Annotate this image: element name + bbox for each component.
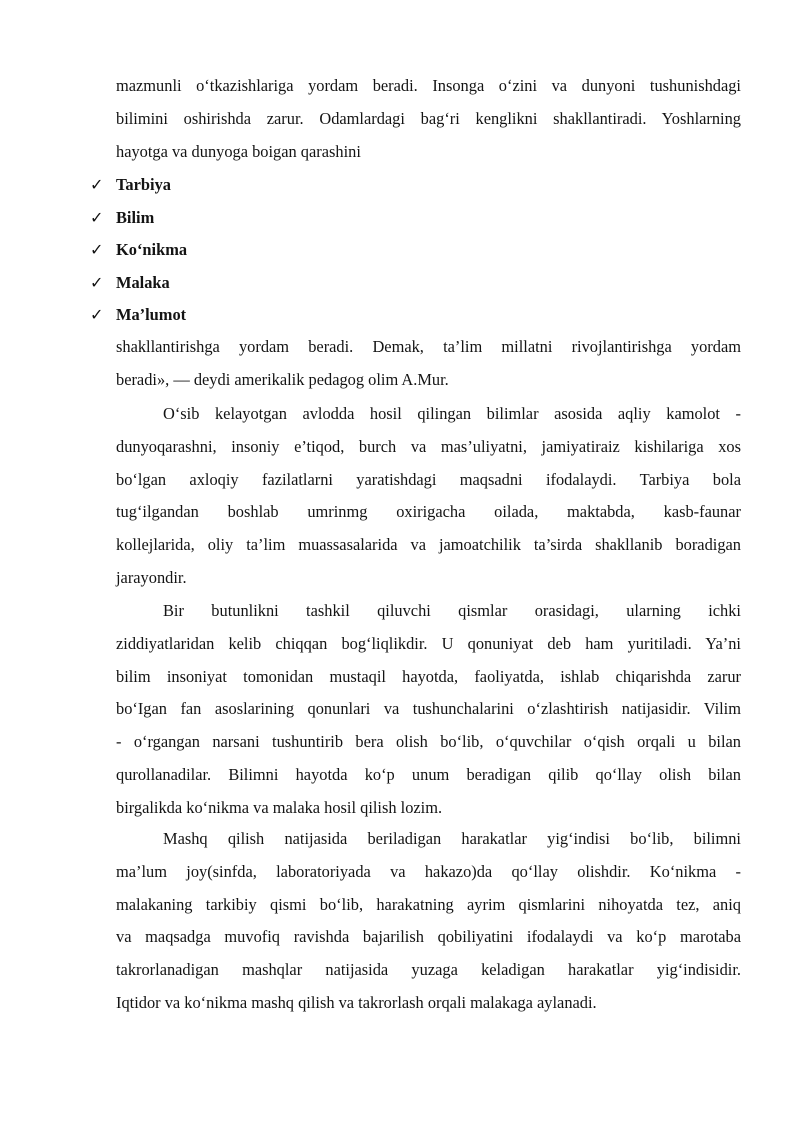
text-line: bilimini oshirishda zarur. Odamlardagi bag‘ri kenglikni shakllantiradi. Yoshlarning	[116, 108, 741, 128]
text-line: - o‘rgangan narsani tushuntirib bera olish bo‘lib, o‘quvchilar o‘qish orqali u bilan	[116, 732, 741, 752]
text-line: O‘sib kelayotgan avlodda hosil qilingan bilimlar asosida aqliy kamolot -	[163, 404, 741, 423]
checklist-item	[90, 169, 490, 202]
checkmark-icon: ✓	[90, 240, 104, 260]
text-line: kollejlarida, oliy ta’lim muassasalarida va jamoatchilik ta’sirda shakllanib boradigan	[116, 535, 741, 555]
checkmark-icon: ✓	[90, 174, 104, 194]
text-line: jarayondir.	[116, 567, 187, 587]
text-line: tug‘ilgandan boshlab umrinmg oxirigacha oilada, maktabda, kasb-faunar	[116, 502, 741, 522]
checklist-item	[90, 267, 490, 300]
text-line: malakaning tarkibiy qismi bo‘lib, harakatning ayrim qismlarini nihoyatda tez, aniq	[116, 894, 741, 914]
checkmark-icon: ✓	[90, 272, 104, 292]
text-line: va maqsadga muvofiq ravishda bajarilish qobiliyatini ifodalaydi va ko‘p marotaba	[116, 927, 741, 947]
checkmark-icon: ✓	[90, 207, 104, 227]
checklist-label: Ko‘nikma	[116, 240, 188, 260]
paragraph-1	[116, 398, 741, 595]
paragraph-after-list	[116, 331, 741, 397]
text-line: shakllantirishga yordam beradi. Demak, ta’lim millatni rivojlantirishga yordam	[116, 337, 741, 356]
text-line: Mashq qilish natijasida beriladigan harakatlar yig‘indisi bo‘lib, bilimni	[163, 829, 741, 848]
paragraph-top	[116, 70, 741, 168]
text-line: mazmunli o‘tkazishlariga yordam beradi. Insonga o‘zini va dunyoni tushunishdagi	[116, 76, 741, 95]
text-line: dunyoqarashni, insoniy e’tiqod, burch va mas’uliyatni, jamiyatiraiz kishilariga xos	[116, 436, 741, 456]
checklist-label: Bilim	[116, 207, 155, 227]
checklist-label: Ma’lumot	[116, 305, 187, 325]
text-line: birgalikda ko‘nikma va malaka hosil qilish lozim.	[116, 797, 443, 817]
text-line: Bir butunlikni tashkil qiluvchi qismlar orasidagi, ularning ichki	[163, 601, 741, 620]
text-line: qurollanadilar. Bilimni hayotda ko‘p unum beradigan qilib qo‘llay olish bilan	[116, 764, 741, 784]
checklist-item	[90, 234, 490, 267]
paragraph-2	[116, 595, 741, 825]
text-line: bilim insoniyat tomonidan mustaqil hayotda, faoliyatda, ishlab chiqarishda zarur	[116, 666, 741, 686]
checklist	[90, 169, 490, 332]
text-line: Iqtidor va ko‘nikma mashq qilish va takrorlash orqali malakaga aylanadi.	[116, 992, 597, 1012]
paragraph-3	[116, 823, 741, 1020]
checklist-item	[90, 299, 490, 332]
checklist-label: Tarbiya	[116, 174, 171, 194]
text-line: beradi», — deydi amerikalik pedagog olim A.Mur.	[116, 369, 449, 389]
checklist-label: Malaka	[116, 272, 170, 292]
text-line: bo‘Igan fan asoslarining qonunlari va tushunchalarini o‘zlashtirish natijasidir. Vilim	[116, 699, 741, 719]
text-line: takrorlanadigan mashqlar natijasida yuzaga keladigan harakatlar yig‘indisidir.	[116, 960, 741, 980]
text-line: ziddiyatlaridan kelib chiqqan bog‘liqlikdir. U qonuniyat deb ham yuritiladi. Ya’ni	[116, 633, 741, 653]
text-line: ma’lum joy(sinfda, laboratoriyada va hakazo)da qo‘llay olishdir. Ko‘nikma -	[116, 861, 741, 881]
text-line: bo‘lgan axloqiy fazilatlarni yaratishdagi maqsadni ifodalaydi. Tarbiya bola	[116, 469, 741, 489]
checklist-item	[90, 202, 490, 235]
text-line: hayotga va dunyoga boigan qarashini	[116, 141, 361, 161]
checkmark-icon: ✓	[90, 305, 104, 325]
